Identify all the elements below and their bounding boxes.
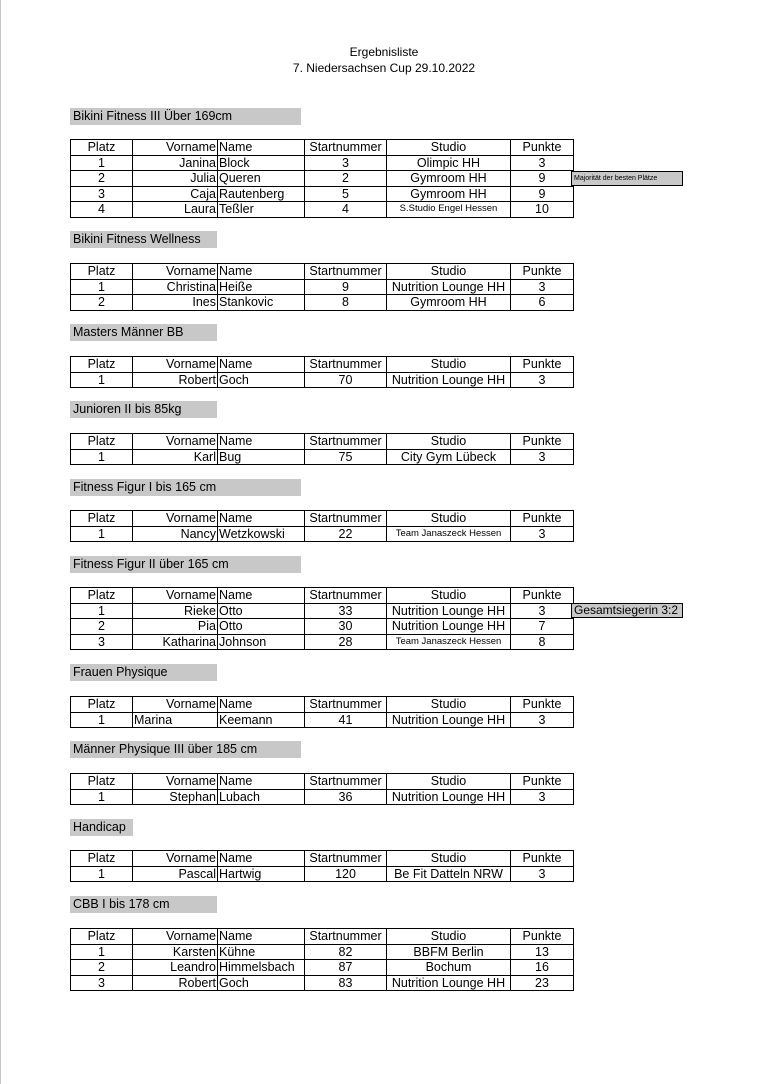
cell-startnummer: 120 bbox=[305, 866, 387, 882]
results-table bbox=[70, 510, 574, 542]
page-subtitle: 7. Niedersachsen Cup 29.10.2022 bbox=[292, 61, 476, 75]
cell-startnummer: 5 bbox=[305, 186, 387, 202]
table-row bbox=[71, 186, 574, 202]
cell-vorname: Christina bbox=[133, 279, 218, 295]
cell-platz: 2 bbox=[71, 171, 133, 187]
col-startnummer: Startnummer bbox=[305, 357, 387, 373]
cell-studio: Nutrition Lounge HH bbox=[387, 372, 511, 388]
table-row bbox=[71, 171, 574, 187]
table-header-row bbox=[71, 357, 574, 373]
cell-vorname: Pascal bbox=[133, 866, 218, 882]
col-name: Name bbox=[218, 264, 305, 280]
col-startnummer: Startnummer bbox=[305, 434, 387, 450]
col-punkte: Punkte bbox=[511, 774, 574, 790]
table-row bbox=[71, 526, 574, 542]
cell-startnummer: 82 bbox=[305, 944, 387, 960]
cell-studio: Bochum bbox=[387, 960, 511, 976]
cell-name: Lubach bbox=[218, 789, 305, 805]
cell-studio: Nutrition Lounge HH bbox=[387, 712, 511, 728]
results-table bbox=[70, 587, 574, 650]
cell-platz: 1 bbox=[71, 944, 133, 960]
cell-name: Hartwig bbox=[218, 866, 305, 882]
cell-name: Bug bbox=[218, 449, 305, 465]
section-label: Fitness Figur II über 165 cm bbox=[70, 556, 301, 573]
cell-punkte: 9 bbox=[511, 186, 574, 202]
cell-platz: 2 bbox=[71, 295, 133, 311]
cell-startnummer: 28 bbox=[305, 634, 387, 650]
cell-studio: Gymroom HH bbox=[387, 295, 511, 311]
cell-name: Heiße bbox=[218, 279, 305, 295]
cell-studio: Olimpic HH bbox=[387, 155, 511, 171]
cell-vorname: Nancy bbox=[133, 526, 218, 542]
table-header-row bbox=[71, 697, 574, 713]
majority-note: Majorität der besten Plätze bbox=[571, 171, 683, 186]
cell-punkte: 6 bbox=[511, 295, 574, 311]
col-studio: Studio bbox=[387, 588, 511, 604]
cell-startnummer: 36 bbox=[305, 789, 387, 805]
col-name: Name bbox=[218, 511, 305, 527]
cell-studio: Nutrition Lounge HH bbox=[387, 975, 511, 991]
cell-platz: 2 bbox=[71, 960, 133, 976]
table-header-row bbox=[71, 929, 574, 945]
col-platz: Platz bbox=[71, 264, 133, 280]
col-startnummer: Startnummer bbox=[305, 774, 387, 790]
cell-punkte: 23 bbox=[511, 975, 574, 991]
table-row bbox=[71, 449, 574, 465]
cell-punkte: 9 bbox=[511, 171, 574, 187]
cell-studio: Nutrition Lounge HH bbox=[387, 603, 511, 619]
table-header-row bbox=[71, 140, 574, 156]
cell-platz: 1 bbox=[71, 155, 133, 171]
table-header-row bbox=[71, 774, 574, 790]
cell-vorname: Ines bbox=[133, 295, 218, 311]
cell-studio: S.Studio Engel Hessen bbox=[387, 202, 511, 218]
cell-studio: Gymroom HH bbox=[387, 171, 511, 187]
table-row bbox=[71, 372, 574, 388]
cell-punkte: 7 bbox=[511, 619, 574, 635]
section-label: Bikini Fitness III Über 169cm bbox=[70, 108, 301, 125]
cell-name: Block bbox=[218, 155, 305, 171]
cell-punkte: 13 bbox=[511, 944, 574, 960]
cell-punkte: 3 bbox=[511, 866, 574, 882]
table-row bbox=[71, 866, 574, 882]
table-row bbox=[71, 202, 574, 218]
cell-punkte: 16 bbox=[511, 960, 574, 976]
col-platz: Platz bbox=[71, 140, 133, 156]
col-startnummer: Startnummer bbox=[305, 851, 387, 867]
cell-name: Goch bbox=[218, 372, 305, 388]
cell-platz: 1 bbox=[71, 526, 133, 542]
cell-name: Queren bbox=[218, 171, 305, 187]
table-row bbox=[71, 712, 574, 728]
cell-vorname: Pia bbox=[133, 619, 218, 635]
cell-vorname: Rieke bbox=[133, 603, 218, 619]
cell-punkte: 3 bbox=[511, 603, 574, 619]
cell-platz: 3 bbox=[71, 186, 133, 202]
table-row bbox=[71, 634, 574, 650]
section-label: Junioren II bis 85kg bbox=[70, 401, 217, 418]
table-header-row bbox=[71, 434, 574, 450]
cell-startnummer: 22 bbox=[305, 526, 387, 542]
cell-platz: 3 bbox=[71, 975, 133, 991]
col-startnummer: Startnummer bbox=[305, 140, 387, 156]
col-studio: Studio bbox=[387, 697, 511, 713]
page-border bbox=[0, 0, 1, 1084]
cell-name: Rautenberg bbox=[218, 186, 305, 202]
cell-startnummer: 8 bbox=[305, 295, 387, 311]
cell-name: Stankovic bbox=[218, 295, 305, 311]
cell-studio: Team Janaszeck Hessen bbox=[387, 634, 511, 650]
col-name: Name bbox=[218, 929, 305, 945]
cell-startnummer: 87 bbox=[305, 960, 387, 976]
col-name: Name bbox=[218, 851, 305, 867]
col-punkte: Punkte bbox=[511, 140, 574, 156]
cell-platz: 1 bbox=[71, 712, 133, 728]
table-row bbox=[71, 619, 574, 635]
cell-name: Keemann bbox=[218, 712, 305, 728]
col-punkte: Punkte bbox=[511, 434, 574, 450]
cell-vorname: Janina bbox=[133, 155, 218, 171]
col-platz: Platz bbox=[71, 511, 133, 527]
cell-platz: 1 bbox=[71, 279, 133, 295]
col-studio: Studio bbox=[387, 140, 511, 156]
col-vorname: Vorname bbox=[133, 264, 218, 280]
cell-platz: 4 bbox=[71, 202, 133, 218]
col-vorname: Vorname bbox=[133, 929, 218, 945]
col-platz: Platz bbox=[71, 588, 133, 604]
cell-studio: BBFM Berlin bbox=[387, 944, 511, 960]
col-platz: Platz bbox=[71, 929, 133, 945]
col-platz: Platz bbox=[71, 774, 133, 790]
results-table bbox=[70, 928, 574, 991]
cell-platz: 1 bbox=[71, 866, 133, 882]
cell-punkte: 3 bbox=[511, 449, 574, 465]
cell-vorname: Katharina bbox=[133, 634, 218, 650]
col-punkte: Punkte bbox=[511, 851, 574, 867]
cell-name: Goch bbox=[218, 975, 305, 991]
table-header-row bbox=[71, 588, 574, 604]
cell-platz: 1 bbox=[71, 603, 133, 619]
col-name: Name bbox=[218, 140, 305, 156]
cell-punkte: 3 bbox=[511, 789, 574, 805]
cell-studio: Team Janaszeck Hessen bbox=[387, 526, 511, 542]
cell-startnummer: 75 bbox=[305, 449, 387, 465]
table-row bbox=[71, 960, 574, 976]
col-startnummer: Startnummer bbox=[305, 264, 387, 280]
cell-startnummer: 83 bbox=[305, 975, 387, 991]
section-label: Frauen Physique bbox=[70, 664, 217, 681]
col-startnummer: Startnummer bbox=[305, 697, 387, 713]
cell-startnummer: 33 bbox=[305, 603, 387, 619]
cell-startnummer: 30 bbox=[305, 619, 387, 635]
col-studio: Studio bbox=[387, 264, 511, 280]
cell-platz: 1 bbox=[71, 789, 133, 805]
col-startnummer: Startnummer bbox=[305, 588, 387, 604]
col-vorname: Vorname bbox=[133, 511, 218, 527]
col-punkte: Punkte bbox=[511, 588, 574, 604]
cell-startnummer: 9 bbox=[305, 279, 387, 295]
cell-name: Wetzkowski bbox=[218, 526, 305, 542]
cell-platz: 1 bbox=[71, 449, 133, 465]
cell-name: Kühne bbox=[218, 944, 305, 960]
col-vorname: Vorname bbox=[133, 697, 218, 713]
col-vorname: Vorname bbox=[133, 588, 218, 604]
results-table bbox=[70, 263, 574, 311]
col-name: Name bbox=[218, 697, 305, 713]
cell-punkte: 3 bbox=[511, 372, 574, 388]
cell-startnummer: 41 bbox=[305, 712, 387, 728]
cell-punkte: 3 bbox=[511, 155, 574, 171]
overall-winner-note: Gesamtsiegerin 3:2 bbox=[571, 603, 683, 618]
section-label: Fitness Figur I bis 165 cm bbox=[70, 479, 301, 496]
section-label: Masters Männer BB bbox=[70, 324, 217, 341]
cell-punkte: 3 bbox=[511, 712, 574, 728]
cell-studio: Nutrition Lounge HH bbox=[387, 619, 511, 635]
col-vorname: Vorname bbox=[133, 434, 218, 450]
col-studio: Studio bbox=[387, 434, 511, 450]
cell-startnummer: 4 bbox=[305, 202, 387, 218]
cell-vorname: Robert bbox=[133, 372, 218, 388]
section-label: Bikini Fitness Wellness bbox=[70, 231, 217, 248]
cell-studio: Nutrition Lounge HH bbox=[387, 789, 511, 805]
col-platz: Platz bbox=[71, 851, 133, 867]
cell-vorname: Caja bbox=[133, 186, 218, 202]
col-vorname: Vorname bbox=[133, 774, 218, 790]
results-table bbox=[70, 850, 574, 882]
table-header-row bbox=[71, 851, 574, 867]
table-row bbox=[71, 975, 574, 991]
results-table bbox=[70, 773, 574, 805]
cell-punkte: 10 bbox=[511, 202, 574, 218]
cell-punkte: 3 bbox=[511, 279, 574, 295]
col-punkte: Punkte bbox=[511, 264, 574, 280]
cell-vorname: Stephan bbox=[133, 789, 218, 805]
cell-studio: Nutrition Lounge HH bbox=[387, 279, 511, 295]
cell-name: Otto bbox=[218, 619, 305, 635]
col-name: Name bbox=[218, 357, 305, 373]
cell-startnummer: 2 bbox=[305, 171, 387, 187]
col-name: Name bbox=[218, 774, 305, 790]
col-punkte: Punkte bbox=[511, 511, 574, 527]
cell-vorname: Karsten bbox=[133, 944, 218, 960]
col-studio: Studio bbox=[387, 511, 511, 527]
table-row bbox=[71, 789, 574, 805]
col-vorname: Vorname bbox=[133, 140, 218, 156]
table-row bbox=[71, 155, 574, 171]
cell-punkte: 8 bbox=[511, 634, 574, 650]
table-row bbox=[71, 944, 574, 960]
cell-platz: 3 bbox=[71, 634, 133, 650]
section-label: CBB I bis 178 cm bbox=[70, 896, 217, 913]
cell-platz: 2 bbox=[71, 619, 133, 635]
col-punkte: Punkte bbox=[511, 929, 574, 945]
table-header-row bbox=[71, 511, 574, 527]
col-startnummer: Startnummer bbox=[305, 511, 387, 527]
cell-vorname: Leandro bbox=[133, 960, 218, 976]
cell-punkte: 3 bbox=[511, 526, 574, 542]
cell-vorname: Julia bbox=[133, 171, 218, 187]
col-name: Name bbox=[218, 434, 305, 450]
cell-startnummer: 70 bbox=[305, 372, 387, 388]
cell-vorname: Robert bbox=[133, 975, 218, 991]
cell-studio: Gymroom HH bbox=[387, 186, 511, 202]
cell-platz: 1 bbox=[71, 372, 133, 388]
col-punkte: Punkte bbox=[511, 357, 574, 373]
col-studio: Studio bbox=[387, 929, 511, 945]
table-row bbox=[71, 603, 574, 619]
cell-startnummer: 3 bbox=[305, 155, 387, 171]
col-platz: Platz bbox=[71, 434, 133, 450]
cell-name: Johnson bbox=[218, 634, 305, 650]
cell-studio: Be Fit Datteln NRW bbox=[387, 866, 511, 882]
table-row bbox=[71, 279, 574, 295]
col-studio: Studio bbox=[387, 851, 511, 867]
cell-vorname: Karl bbox=[133, 449, 218, 465]
cell-vorname: Marina bbox=[133, 712, 218, 728]
results-table bbox=[70, 356, 574, 388]
col-platz: Platz bbox=[71, 697, 133, 713]
col-studio: Studio bbox=[387, 357, 511, 373]
table-row bbox=[71, 295, 574, 311]
table-header-row bbox=[71, 264, 574, 280]
col-studio: Studio bbox=[387, 774, 511, 790]
results-table bbox=[70, 696, 574, 728]
cell-studio: City Gym Lübeck bbox=[387, 449, 511, 465]
col-name: Name bbox=[218, 588, 305, 604]
results-table bbox=[70, 433, 574, 465]
cell-name: Teßler bbox=[218, 202, 305, 218]
cell-vorname: Laura bbox=[133, 202, 218, 218]
section-label: Handicap bbox=[70, 819, 133, 836]
page-title: Ergebnisliste bbox=[349, 45, 419, 59]
results-table bbox=[70, 139, 574, 218]
col-startnummer: Startnummer bbox=[305, 929, 387, 945]
col-punkte: Punkte bbox=[511, 697, 574, 713]
col-vorname: Vorname bbox=[133, 851, 218, 867]
col-vorname: Vorname bbox=[133, 357, 218, 373]
cell-name: Otto bbox=[218, 603, 305, 619]
col-platz: Platz bbox=[71, 357, 133, 373]
section-label: Männer Physique III über 185 cm bbox=[70, 741, 301, 758]
cell-name: Himmelsbach bbox=[218, 960, 305, 976]
